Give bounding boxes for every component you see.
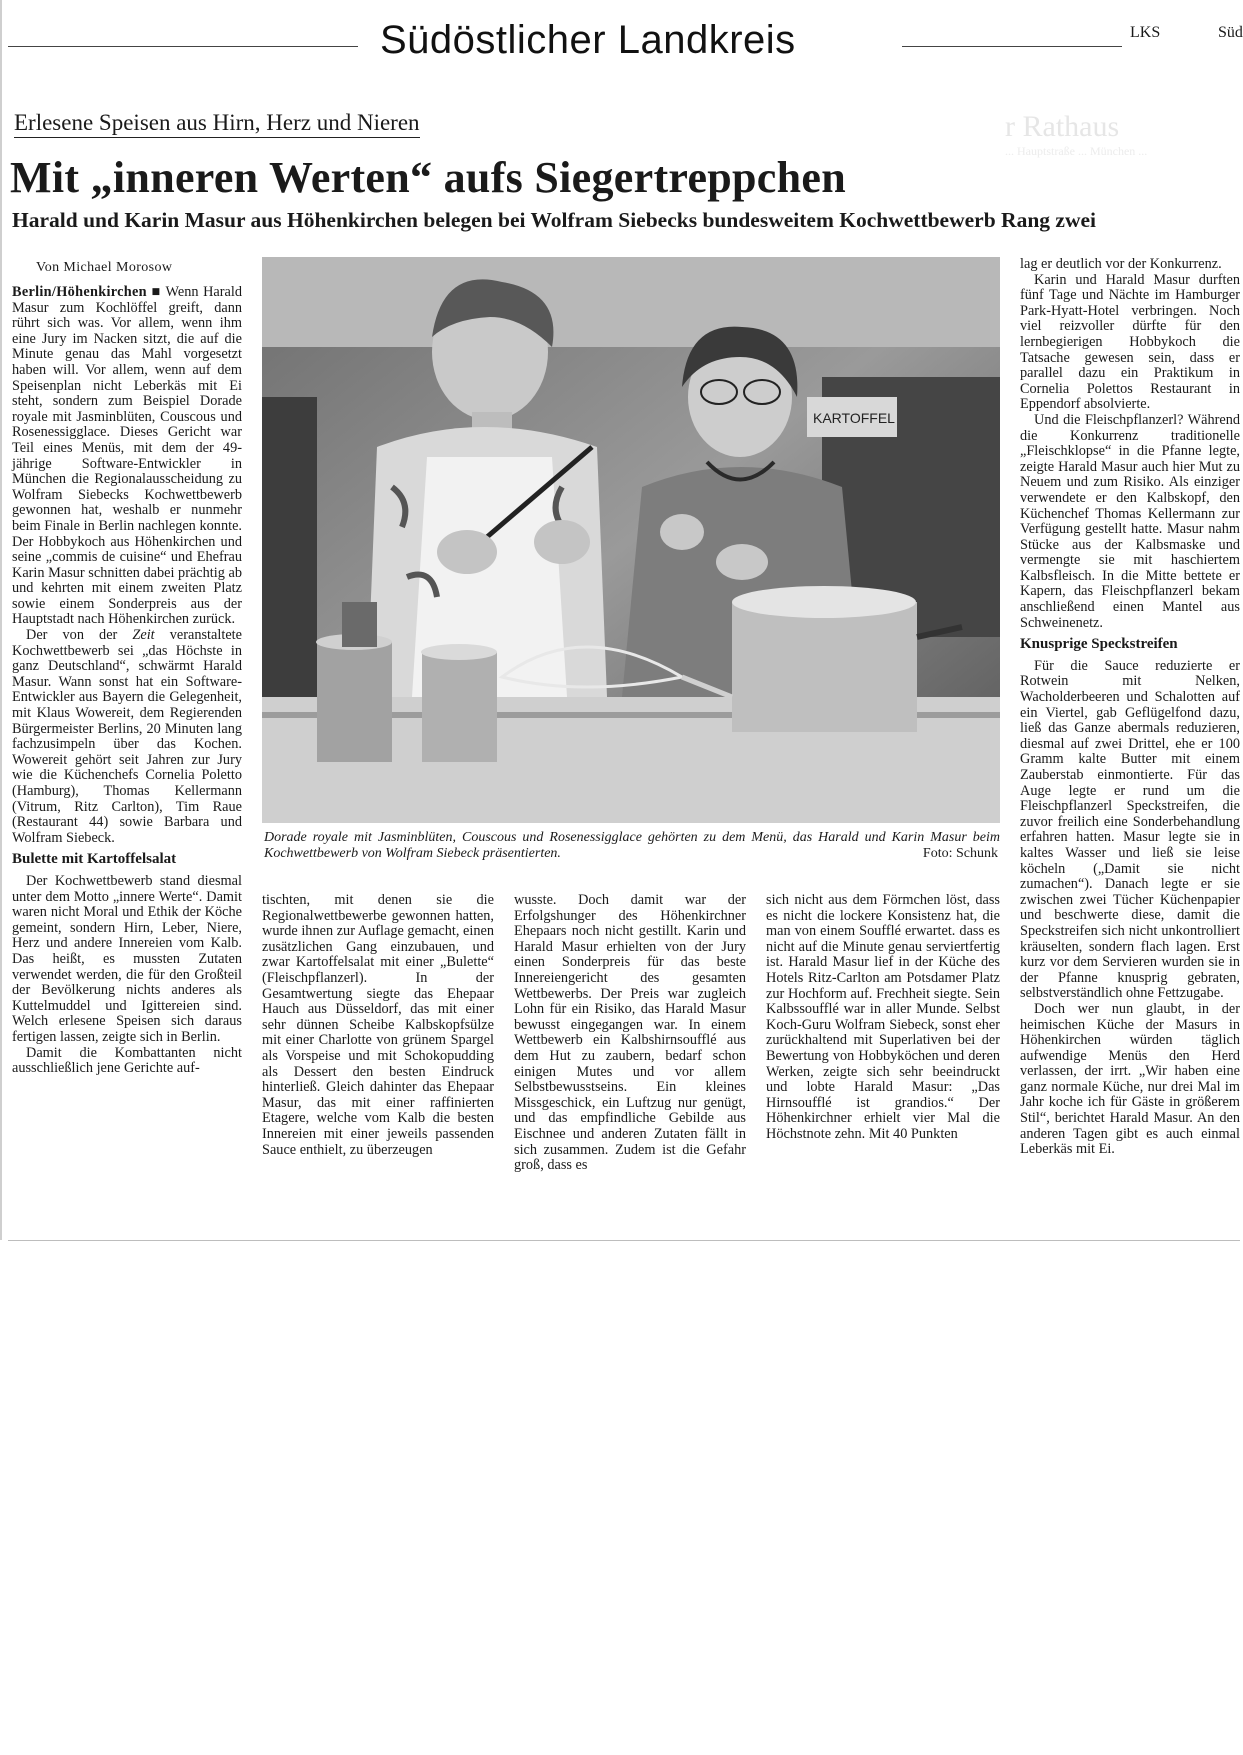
paragraph-text: Der von der xyxy=(26,627,133,644)
byline: Von Michael Morosow xyxy=(36,260,173,275)
woman-hand xyxy=(716,544,768,580)
article-column-5 xyxy=(1020,257,1240,1233)
canister xyxy=(422,652,497,762)
header-rule-left xyxy=(8,46,358,47)
pot-rim xyxy=(732,586,916,618)
lead-paragraph xyxy=(12,285,242,628)
paragraph: Für die Sauce reduzierte er Rotwein mit Nelken, Wacholderbeeren und Schalotten auf ein Viertel, gab Geflügelfond dazu, ließ das Ganze abermals reduzieren, diesmal auf zwei Drittel, ehe er 100 Gramm kalte Butter mit einem Zauberstab einmontierte. Für das Auge legte er rund um die Fleischpflanzerl Speckstreifen, die zuvor freilich eine Sonderbehandlung erfahren hatten. Masur legte sie in kaltes Wasser und ließ sie leise köcheln („Damit sie nicht zumachen“). Danach legte er sie zwischen zwei Tücher Küchenpapier und beschwerte diese, damit die Speckstreifen sich nicht unkontrolliert kräuselten, sondern flach lagen. Erst kurz vor dem Servieren wurden sie in der Pfanne knusprig gebraten, selbstverständlich ohne Fettzugabe. xyxy=(1020,657,1240,1002)
ceiling xyxy=(262,257,1000,347)
bleed-through-title: r Rathaus xyxy=(1005,110,1120,143)
page-code: LKS xyxy=(1130,24,1161,41)
dateline: Berlin/Höhenkirchen xyxy=(12,284,147,300)
clipping-edge xyxy=(8,1240,1240,1241)
article-subhead: Harald und Karin Masur aus Höhenkirchen belegen bei Wolfram Siebecks bundesweitem Kochwettbewerb Rang zwei xyxy=(12,208,1096,232)
page-section-short: Süd xyxy=(1218,24,1243,41)
article-kicker: Erlesene Speisen aus Hirn, Herz und Nieren xyxy=(14,110,420,138)
section-title: Südöstlicher Landkreis xyxy=(380,18,796,62)
man-hand xyxy=(437,530,497,574)
woman-hand xyxy=(660,514,704,550)
paragraph xyxy=(12,628,242,846)
article-column-3 xyxy=(514,893,746,1233)
paragraph: Karin und Harald Masur durften fünf Tage und Nächte im Hamburger Park-Hyatt-Hotel verbringen. Noch viel reizvoller dürfte für den lernbegierigen Hobbykoch die Tatsache gewesen sein, dass er parallel dazu ein Praktikum in Cornelia Polettos Restaurant in Eppendorf absolvierte. xyxy=(1020,271,1240,413)
bleed-through-sub: ... Hauptstraße ... München ... xyxy=(1005,144,1148,158)
paragraph: sich nicht aus dem Förmchen löst, dass es nicht die lockere Konsistenz hat, die man von einem Soufflé erwartet. dass es nicht auf die Minute genau serviertfertig ist. Harald Masur lief in der Küche des Hotels Ritz-Carlton am Potsdamer Platz zur Hochform auf. Frechheit siegte. Sein Kalbssoufflé war in aller Munde. Selbst Koch-Guru Wolfram Siebeck, sonst eher zurückhaltend mit Superlativen bei der Bewertung von Hobbyköchen und deren Werken, zeigte sich sehr beeindruckt und lobte Harald Masur: „Das Hirnsoufflé ist grandios.“ Der Höhenkirchner erhielt vier Mal die Höchstnote zehn. Mit 40 Punkten xyxy=(766,892,1000,1142)
subheading-speckstreifen: Knusprige Speckstreifen xyxy=(1020,636,1178,653)
header-rule-right xyxy=(902,46,1122,47)
bleed-through-text xyxy=(1005,110,1240,220)
article-photo xyxy=(262,257,1000,823)
photo-caption xyxy=(264,830,1000,862)
lead-text: Wenn Harald Masur zum Kochlöffel greift, dann rührt sich was. Vor allem, wenn ihm eine Jury im Nacken sitzt, die auf die Minute genau das Mahl vorgesetzt haben will. Vor allem, wenn auf dem Speisenplan nicht Leberkäs mit Ei steht, sondern zum Beispiel Dorade royale mit Jasminblüten, Couscous und Rosenessigglace. Dieses Gericht war Teil eines Menüs, mit dem der 49-jährige Software-Entwickler in München die Regionalausscheidung zu Wolfram Siebecks Kochwettbewerb gewonnen hat, weshalb er nunmehr beim Finale in Berlin nachlegen konnte. Der Hobbykoch aus Höhenkirchen und seine „commis de cuisine“ und Ehefrau Karin Masur schnitten dabei prächtig ab und kehrten mit einem zweiten Platz sowie einem Sonderpreis aus der Hauptstadt nach Höhenkirchen zurück. xyxy=(12,284,242,628)
jar xyxy=(342,602,377,647)
paragraph: tischten, mit denen sie die Regionalwettbewerbe gewonnen hatten, wurde ihnen zur Auflage gemacht, einen zusätzlichen Gang einzubauen, und zwar Kartoffelsalat mit einer „Bulette“ (Fleischpflanzerl). In der Gesamtwertung siegte das Ehepaar Hauch aus Düsseldorf, das mit einer sehr dünnen Scheibe Kalbskopfsülze mit einer Charlotte von grünem Spargel als Vorspeise und mit Schokopudding als Dessert den besten Eindruck hinterließ. Gleich dahinter das Ehepaar Masur, das mit einer raffinierten Etagere, welche vom Kalb die besten Innereien mit einer jeweils passenden Sauce enthielt, zu überzeugen xyxy=(262,892,494,1158)
photo-couple-cooking xyxy=(262,257,1000,823)
newspaper-name: Zeit xyxy=(132,627,155,644)
kartoffel-label: KARTOFFEL xyxy=(813,410,895,426)
paragraph: Und die Fleischpflanzerl? Während die Konkurrenz traditionelle „Fleischklopse“ in die Pfanne legte, zeigte Harald Masur auch hier Mut zu Neuem und zum Risiko. Als einziger verwendete er den Kalbskopf, den Küchenchef Thomas Kellermann zur Verfügung gestellt hatte. Masur nahm Stücke aus der Kalbsmaske und vermengte sie mit haschiertem Kalbsfleisch. In die Mitte bettete er Kapern, das Fleischpflanzerl bekam anschließend einen Mantel aus Schweinenetz. xyxy=(1020,411,1240,631)
paragraph: Damit die Kombattanten nicht ausschließlich jene Gerichte auf- xyxy=(12,1044,242,1077)
paragraph: Doch wer nun glaubt, in der heimischen Küche der Masurs in Höhenkirchen würden täglich aufwendige Menüs den Herd verlassen, der irrt. „Wir haben eine ganz normale Küche, nur drei Mal im Jahr koche ich für Gäste in größerem Stil“, berichtet Harald Masur. An den anderen Tagen gibt es auch einmal Leberkäs mit Ei. xyxy=(1020,1000,1240,1158)
canister xyxy=(317,642,392,762)
paragraph-text: veranstaltete Kochwettbewerb sei „das Höchste in ganz Deutschland“, schwärmt Harald Masur. Wann sonst hat ein Software-Entwickler aus Bayern die Gelegenheit, mit Klaus Wowereit, dem Regierenden Bürgermeister Berlins, 20 Minuten lang fachzusimpeln über das Kochen. Wowereit gehört seit Jahren zur Jury wie die Küchenchefs Cornelia Poletto (Hamburg), Thomas Kellermann (Vitrum, Ritz Carlton), Tim Raue (Restaurant 44) sowie Barbara und Wolfram Siebeck. xyxy=(12,627,242,846)
caption-text: Dorade royale mit Jasminblüten, Couscous und Rosenessigglace gehörten zu dem Menü, das Harald und Karin Masur beim Kochwettbewerb von Wolfram Siebeck präsentierten. xyxy=(264,830,1000,861)
article-column-1 xyxy=(12,285,242,1230)
article-column-2 xyxy=(262,893,494,1233)
paragraph: wusste. Doch damit war der Erfolgshunger des Höhenkirchner Ehepaars noch nicht gestillt. Karin und Harald Masur erhielten von der Jury einen Sonderpreis für das beste Innereiengericht des gesamten Wettbewerbs. Der Preis war zugleich Lohn für ein Risiko, das Harald Masur bewusst eingegangen war. In einem Wettbewerb ein Kalbshirnsoufflé aus dem Hut zu zaubern, bedarf schon einigen Mutes und vor allem Selbstbewusstseins. Ein kleines Missgeschick, ein Luftzug nur genügt, und das empfindliche Gebilde aus Eischnee und anderen Zutaten fällt in sich zusammen. Zudem ist die Gefahr groß, dass es xyxy=(514,892,746,1174)
photo-credit: Foto: Schunk xyxy=(922,846,998,861)
page-edge xyxy=(0,0,2,1240)
article-column-4 xyxy=(766,893,1000,1233)
cooking-pot xyxy=(732,602,917,732)
man-hand xyxy=(534,520,590,564)
subheading-bulette: Bulette mit Kartoffelsalat xyxy=(12,851,177,868)
canister-lid xyxy=(421,644,497,660)
dateline-square: ■ xyxy=(151,284,162,300)
paragraph: lag er deutlich vor der Konkurrenz. xyxy=(1020,256,1222,272)
article-headline: Mit „inneren Werten“ aufs Siegertreppchen xyxy=(10,153,847,202)
paragraph: Der Kochwettbewerb stand diesmal unter dem Motto „innere Werte“. Damit waren nicht Moral und Ethik der Köche gemeint, sondern Hirn, Leber, Niere, Herz und andere Innereien vom Kalb. Das heißt, es mussten Zutaten verwendet werden, die für den Großteil der Bevölkerung nichts anderes als Kuttelmuddel und Igittereien sind. Welch erlesene Speisen sich daraus fertigen lassen, zeigte sich in Berlin. xyxy=(12,872,242,1045)
